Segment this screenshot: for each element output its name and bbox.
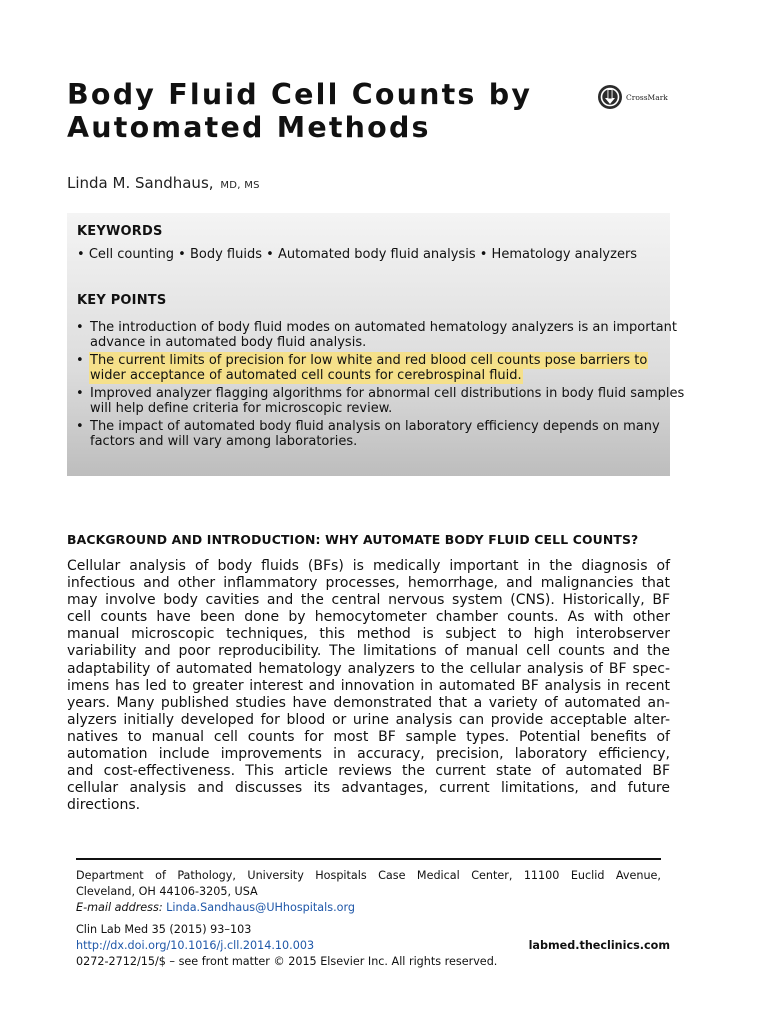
body-line: alyzers initially developed for blood or urine analysis can provide acceptable alter-: [67, 711, 670, 728]
email-link[interactable]: Linda.Sandhaus@UHhospitals.org: [166, 901, 355, 914]
key-point-text: The current limits of precision for low white and red blood cell counts pose barriers to: [90, 353, 648, 368]
key-point-item: [75, 419, 660, 449]
crossmark-label: CrossMark: [626, 92, 668, 102]
article-title: [67, 78, 567, 144]
keyword-item: Hematology analyzers: [491, 247, 638, 262]
body-line: cellular analysis and discusses its advantages, current limitations, and future: [67, 780, 670, 797]
key-point-text: The impact of automated body fluid analysis on laboratory efficiency depends on many: [90, 419, 660, 434]
body-line: manual microscopic techniques, this method is subject to high interobserver: [67, 626, 670, 643]
summary-box: [67, 213, 685, 476]
keywords-list: [77, 247, 637, 262]
key-point-text: Improved analyzer flagging algorithms for abnormal cell distributions in body fluid samples: [90, 386, 685, 401]
key-points-list: [75, 320, 685, 452]
body-line: infectious and other inflammatory processes, hemorrhage, and malignancies that: [67, 575, 670, 592]
body-line: variability and poor reproducibility. The limitations of manual cell counts and the: [67, 643, 670, 660]
journal-info-block: [76, 922, 670, 970]
section-heading: BACKGROUND AND INTRODUCTION: WHY AUTOMATE BODY FLUID CELL COUNTS?: [67, 532, 639, 547]
keyword-bullet: •: [479, 247, 492, 262]
body-line: directions.: [67, 797, 141, 814]
journal-site: labmed.theclinics.com: [528, 939, 670, 952]
body-line: Cellular analysis of body fluids (BFs) is medically important in the diagnosis of: [67, 558, 670, 574]
body-line: natives to manual cell counts for most BF sample types. Potential benefits of: [67, 728, 670, 745]
key-point-bullet: •: [76, 320, 84, 335]
key-point-text: factors and will vary among laboratories.: [90, 434, 358, 449]
key-point-text: advance in automated body fluid analysis.: [90, 335, 367, 350]
keyword-bullet: •: [77, 247, 89, 262]
body-line: may involve body cavities and the central nervous system (CNS). Historically, BF: [67, 592, 670, 609]
body-line: years. Many published studies have demonstrated that a variety of automated an-: [67, 694, 670, 711]
body-line: and cost-effectiveness. This article reviews the current state of automated BF: [67, 763, 670, 780]
section-body: [67, 558, 670, 814]
crossmark-badge[interactable]: [597, 84, 668, 110]
email-line: [76, 900, 661, 916]
key-point-text: will help define criteria for microscopic review.: [90, 401, 393, 416]
body-line: automation include improvements in accuracy, precision, laboratory efficiency,: [67, 746, 670, 763]
key-point-bullet: •: [76, 386, 84, 401]
key-point-text: wider acceptance of automated cell counts for cerebrospinal fluid.: [90, 368, 522, 383]
affiliation-block: [76, 868, 661, 916]
body-line: imens has led to greater interest and innovation in automated BF analysis in recent: [67, 677, 670, 694]
key-point-bullet: •: [76, 353, 84, 368]
crossmark-icon: [597, 84, 623, 110]
key-point-text: The introduction of body fluid modes on automated hematology analyzers is an important: [90, 320, 677, 335]
footer-divider: [76, 858, 661, 860]
citation-line: Clin Lab Med 35 (2015) 93–103: [76, 923, 252, 936]
keyword-item: Automated body fluid analysis: [277, 247, 476, 262]
key-point-item: [75, 386, 685, 416]
author-name: Linda M. Sandhaus,: [67, 174, 214, 192]
key-points-heading: KEY POINTS: [77, 293, 167, 308]
keyword-bullet: •: [178, 247, 190, 262]
body-line: adaptability of automated hematology analyzers to the cellular analysis of BF spec-: [67, 660, 670, 677]
doi-link[interactable]: http://dx.doi.org/10.1016/j.cll.2014.10.003: [76, 939, 315, 952]
key-point-item-highlighted: [75, 353, 660, 383]
keyword-bullet: •: [266, 247, 278, 262]
affiliation-line: Department of Pathology, University Hospitals Case Medical Center, 11100 Euclid Avenue,: [76, 869, 661, 882]
title-line: Body Fluid Cell Counts by: [67, 78, 533, 111]
author-degrees: MD, MS: [220, 180, 260, 191]
keyword-item: Cell counting: [88, 247, 175, 262]
key-point-bullet: •: [76, 419, 84, 434]
author-line: [67, 174, 260, 192]
title-line: Automated Methods: [67, 111, 431, 144]
keywords-heading: KEYWORDS: [77, 224, 163, 239]
affiliation-line: Cleveland, OH 44106-3205, USA: [76, 885, 258, 898]
body-line: cell counts have been done by hemocytometer chamber counts. As with other: [67, 609, 670, 626]
keyword-item: Body fluids: [189, 247, 262, 262]
key-point-item: [75, 320, 677, 350]
email-label: E-mail address:: [76, 901, 163, 914]
copyright-line: 0272-2712/15/$ – see front matter © 2015 Elsevier Inc. All rights reserved.: [76, 955, 498, 968]
